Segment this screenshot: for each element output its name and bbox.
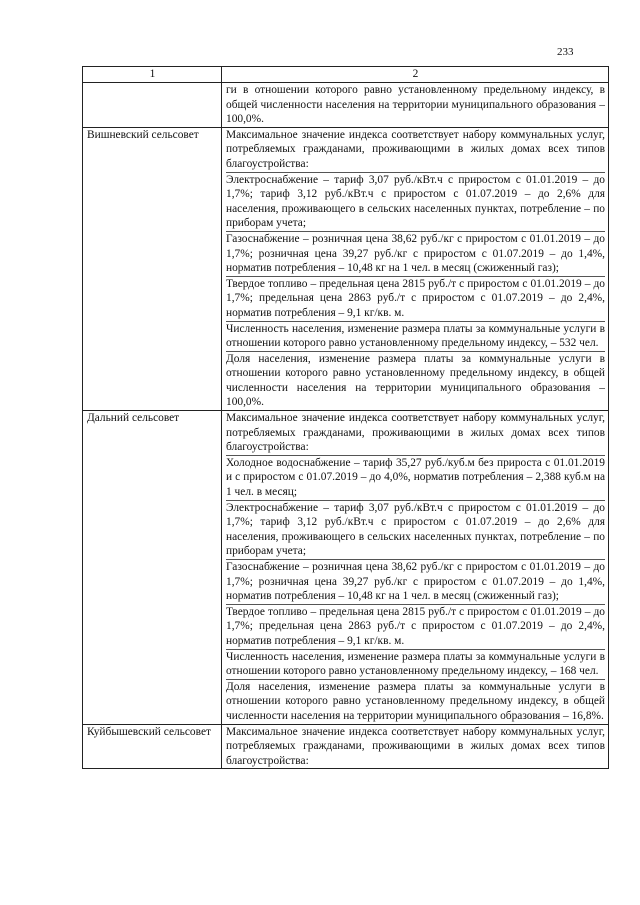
area-cell: Вишневский сельсовет — [83, 127, 222, 410]
page-number: 233 — [557, 46, 574, 58]
paragraph: ги в отношении которого равно установленному предельному индексу, в общей численности населения на территории муниципального образования – 100,0%. — [226, 84, 605, 126]
paragraph: Газоснабжение – розничная цена 38,62 руб./кг с приростом с 01.01.2019 – до 1,7%; розничная цена 39,27 руб./кг с приростом с 01.07.2019 – до 1,4%, норматив потребления – 10,48 кг на 1 чел. в месяц (сжиженный газ); — [226, 561, 605, 603]
paragraph: Электроснабжение – тариф 3,07 руб./кВт.ч с приростом с 01.01.2019 – до 1,7%; тариф 3,12 руб./кВт.ч с приростом с 01.07.2019 – до 2,6% для населения, проживающего в сельских населенных пунктах, потребление – по приборам учета; — [226, 501, 605, 558]
content-cell — [222, 411, 609, 724]
table-header-row — [83, 67, 609, 83]
paragraph: Доля населения, изменение размера платы за коммунальные услуги в отношении которого равно установленному предельному индексу, в общей численности населения на территории муниципального образования – 16,8%. — [226, 680, 605, 722]
paragraph: Холодное водоснабжение – тариф 35,27 руб./куб.м без прироста с 01.01.2019 и с приростом с 01.07.2019 – до 4,0%, норматив потребления – 2,388 куб.м на 1 чел. в месяц; — [226, 456, 605, 499]
header-col-1: 1 — [83, 67, 222, 83]
area-cell: Куйбышевский сельсовет — [83, 724, 222, 769]
paragraph: Электроснабжение – тариф 3,07 руб./кВт.ч с приростом с 01.01.2019 – до 1,7%; тариф 3,12 руб./кВт.ч с приростом с 01.07.2019 – до 2,6% для населения, проживающего в сельских населенных пунктах, потребление – по приборам учета; — [226, 173, 605, 230]
paragraph: Газоснабжение – розничная цена 38,62 руб./кг с приростом с 01.01.2019 – до 1,7%; розничная цена 39,27 руб./кг с приростом с 01.07.2019 – до 1,4%, норматив потребления – 10,48 кг на 1 чел. в месяц (сжиженный газ); — [226, 232, 605, 275]
content-cell — [222, 724, 609, 769]
table-row — [83, 724, 609, 769]
paragraph: Твердое топливо – предельная цена 2815 руб./т с приростом с 01.01.2019 – до 1,7%; предельная цена 2863 руб./т с приростом с 01.07.2019 – до 2,4%, норматив потребления – 9,1 кг/кв. м. — [226, 277, 605, 319]
paragraph: Твердое топливо – предельная цена 2815 руб./т с приростом с 01.01.2019 – до 1,7%; предельная цена 2863 руб./т с приростом с 01.07.2019 – до 2,4%, норматив потребления – 9,1 кг/кв. м. — [226, 605, 605, 647]
paragraph: Максимальное значение индекса соответствует набору коммунальных услуг, потребляемых гражданами, проживающими в жилых домах всех типов благоустройства: — [226, 725, 605, 767]
header-col-2: 2 — [222, 67, 609, 83]
paragraph: Максимальное значение индекса соответствует набору коммунальных услуг, потребляемых гражданами, проживающими в жилых домах всех типов благоустройства: — [226, 412, 605, 454]
paragraph: Численность населения, изменение размера платы за коммунальные услуги в отношении которого равно установленному предельному индексу, – 168 чел. — [226, 650, 605, 678]
paragraph: Доля населения, изменение размера платы за коммунальные услуги в отношении которого равно установленному предельному индексу, в общей численности населения на территории муниципального образования – 100,0%. — [226, 352, 605, 409]
content-cell — [222, 127, 609, 410]
table-row — [83, 411, 609, 724]
tariff-table — [82, 66, 609, 769]
area-cell — [83, 83, 222, 128]
paragraph: Численность населения, изменение размера платы за коммунальные услуги в отношении которого равно установленному предельному индексу, – 532 чел. — [226, 322, 605, 350]
table-row — [83, 83, 609, 128]
paragraph: Максимальное значение индекса соответствует набору коммунальных услуг, потребляемых гражданами, проживающими в жилых домах всех типов благоустройства: — [226, 128, 605, 170]
content-cell — [222, 83, 609, 128]
area-cell: Дальний сельсовет — [83, 411, 222, 724]
table-row — [83, 127, 609, 410]
